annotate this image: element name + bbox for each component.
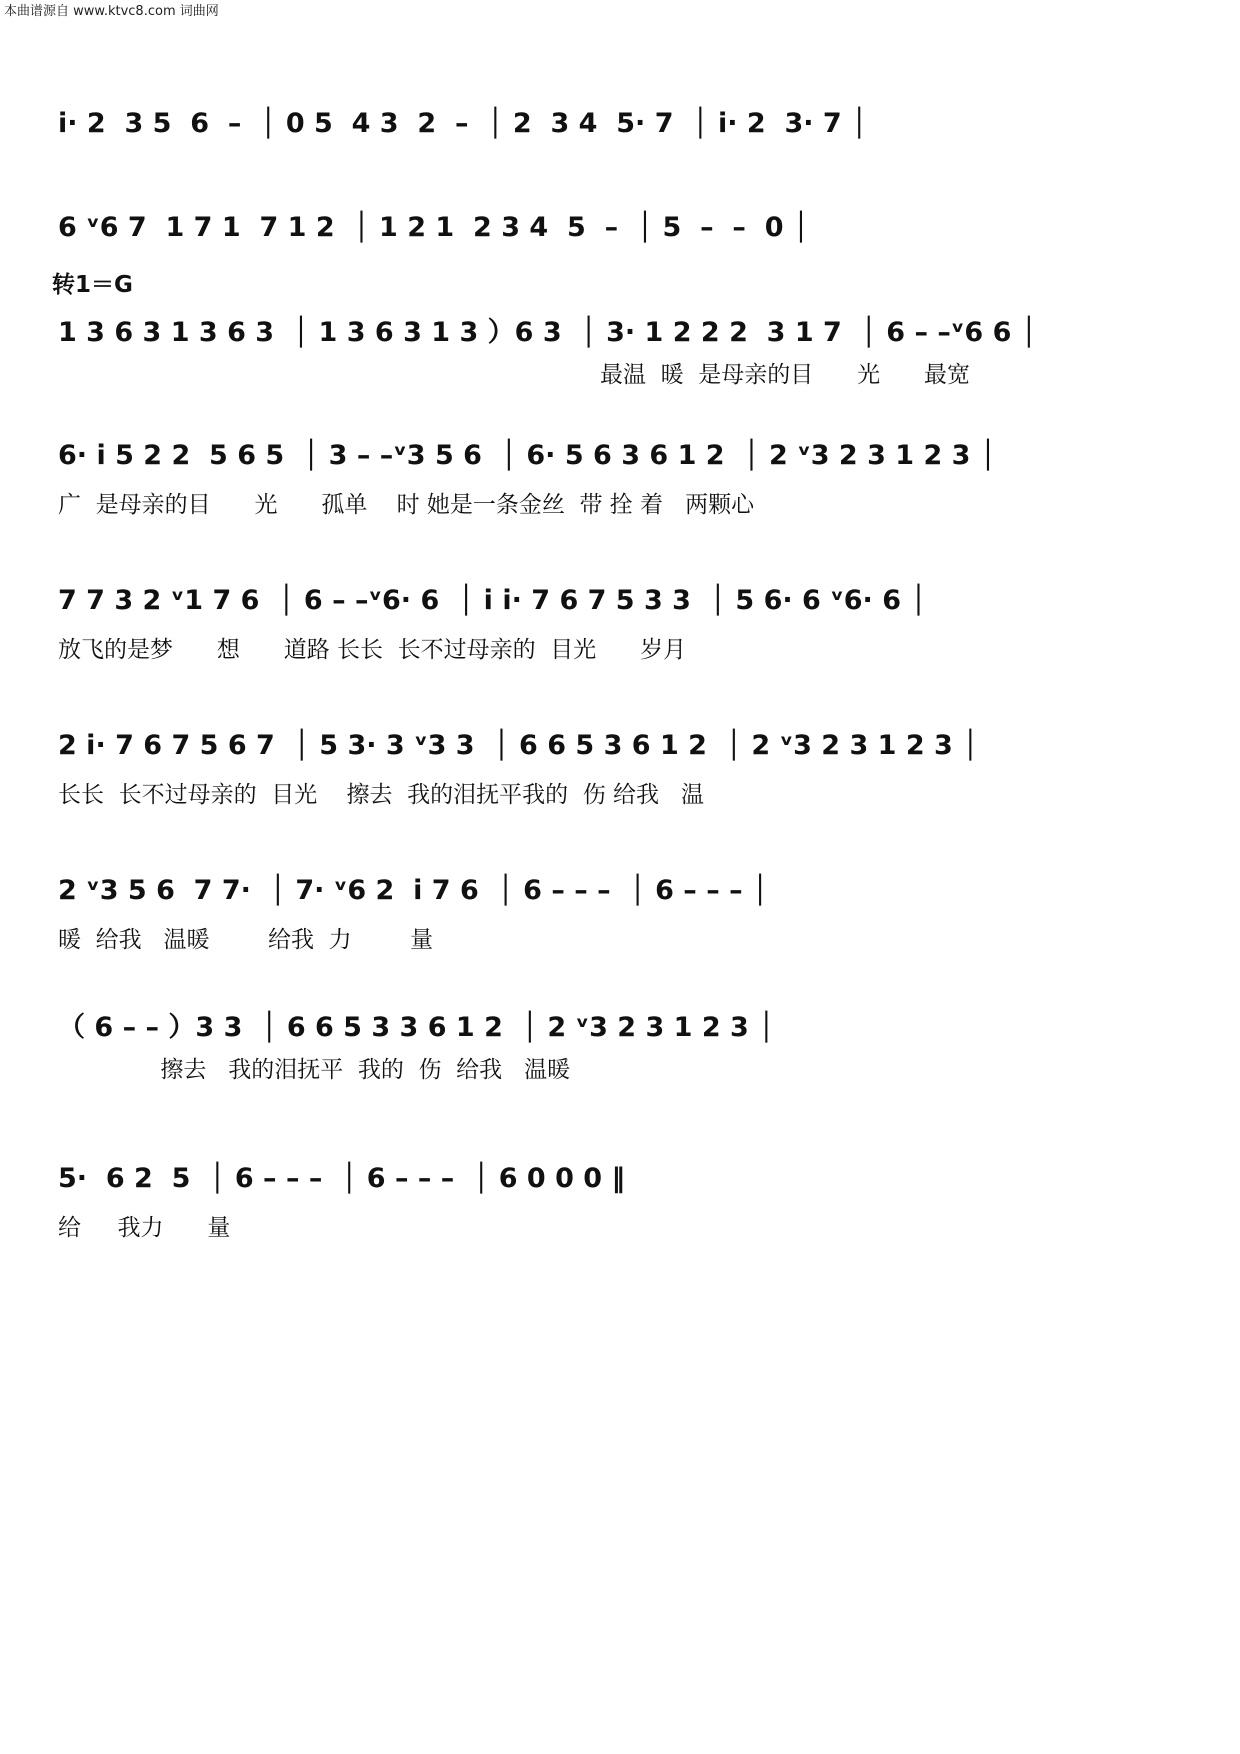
key-change: 转1＝G [52,272,133,298]
notation-line: 1 3 6 3 1 3 6 3 │ 1 3 6 3 1 3 ）6 3 │ 3· 1 2 2 2 3 1 7 │ 6 – –ᵛ6 6 │ [58,317,1038,348]
lyric-line: 广 是母亲的目 光 孤单 时 她是一条金丝 带 拴 着 两颗心 [58,492,755,518]
notation-line: 2 i· 7 6 7 5 6 7 │ 5 3· 3 ᵛ3 3 │ 6 6 5 3 6 1 2 │ 2 ᵛ3 2 3 1 2 3 │ [58,730,979,761]
lyric-line: 暖 给我 温暖 给我 力 量 [58,927,434,953]
notation-line: （ 6 – – ）3 3 │ 6 6 5 3 3 6 1 2 │ 2 ᵛ3 2 3 1 2 3 │ [58,1012,775,1043]
lyric-line: 长长 长不过母亲的 目光 擦去 我的泪抚平我的 伤 给我 温 [58,782,704,808]
notation-line: 7 7 3 2 ᵛ1 7 6 │ 6 – –ᵛ6· 6 │ i i· 7 6 7 5 3 3 │ 5 6· 6 ᵛ6· 6 │ [58,585,927,616]
notation-line: 6· i 5 2 2 5 6 5 │ 3 – –ᵛ3 5 6 │ 6· 5 6 3 6 1 2 │ 2 ᵛ3 2 3 1 2 3 │ [58,440,997,471]
notation-line: 6 ᵛ6 7 1 7 1 7 1 2 │ 1 2 1 2 3 4 5 – │ 5 – – 0 │ [58,212,810,243]
lyric-line: 放飞的是梦 想 道路 长长 长不过母亲的 目光 岁月 [58,637,687,663]
lyric-line: 最温 暖 是母亲的目 光 最宽 [600,362,970,388]
notation-line: i· 2 3 5 6 – │ 0 5 4 3 2 – │ 2 3 4 5· 7 │ i· 2 3· 7 │ [58,108,868,139]
notation-line: 5· 6 2 5 │ 6 – – – │ 6 – – – │ 6 0 0 0 ‖ [58,1163,625,1194]
lyric-line: 给 我力 量 [58,1215,231,1241]
notation-line: 2 ᵛ3 5 6 7 7· │ 7· ᵛ6 2 i 7 6 │ 6 – – – │ 6 – – – │ [58,875,769,906]
lyric-line: 擦去 我的泪抚平 我的 伤 给我 温暖 [58,1057,571,1083]
watermark: 本曲谱源自 www.ktvc8.com 词曲网 [4,4,219,19]
